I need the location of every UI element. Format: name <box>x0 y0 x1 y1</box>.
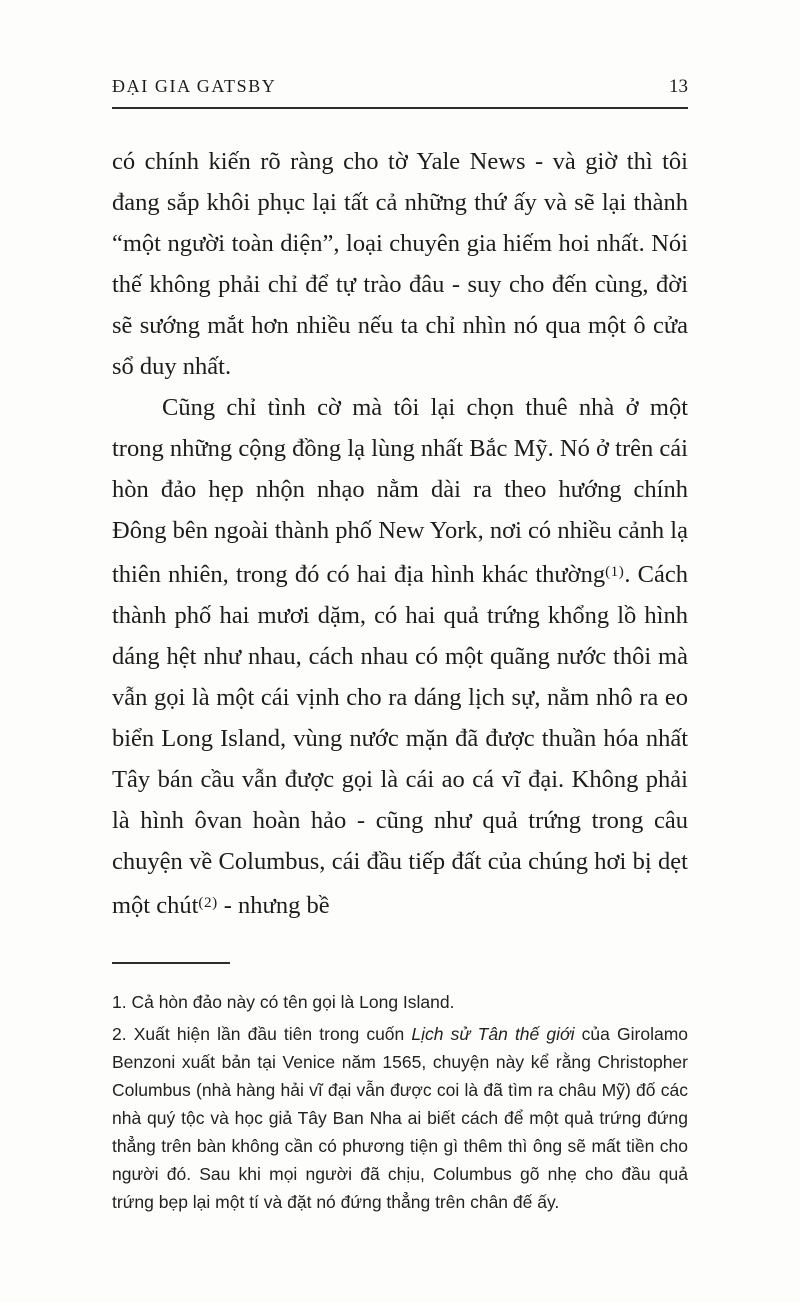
page-number: 13 <box>669 76 688 97</box>
footnote-2-text-a: 2. Xuất hiện lần đầu tiên trong cuốn <box>112 1023 412 1044</box>
page-header <box>112 76 688 98</box>
running-title: ĐẠI GIA GATSBY <box>112 76 277 96</box>
page-body <box>112 141 688 926</box>
paragraph-2-text-c: - nhưng bề <box>217 891 330 919</box>
footnote-2-text-b: của Girolamo Benzoni xuất bản tại Venice năm 1565, chuyện này kể rằng Christopher Columbus (nhà hàng hải vĩ đại vẫn được coi là đã tìm ra châu Mỹ) đố các nhà quý tộc và học giả Tây Ban Nha ai biết cách để một quả trứng đứng thẳng trên bàn không cần có phương tiện gì thêm thì ông sẽ mất tiền cho người đó. Sau khi mọi người đã chịu, Columbus gõ nhẹ cho đầu quả trứng bẹp lại một tí và đặt nó đứng thẳng trên chân đế ấy. <box>112 1023 689 1212</box>
paragraph-2-text-a: Cũng chỉ tình cờ mà tôi lại chọn thuê nhà ở một trong những cộng đồng lạ lùng nhất Bắc Mỹ. Nó ở trên cái hòn đảo hẹp nhộn nhạo nằm dài ra theo hướng chính Đông bên ngoài thành phố New York, nơi có nhiều cảnh lạ thiên nhiên, trong đó có hai địa hình khác thường <box>112 394 688 588</box>
header-rule <box>112 107 688 109</box>
footnote-1: 1. Cả hòn đảo này có tên gọi là Long Island. <box>112 991 455 1012</box>
footnote-2 <box>112 1020 688 1216</box>
footnote-ref-1: (1) <box>605 563 625 580</box>
footnote-separator <box>112 962 230 964</box>
footnote-ref-2: (2) <box>198 893 218 911</box>
paragraph-1: có chính kiến rõ ràng cho tờ Yale News - và giờ thì tôi đang sắp khôi phục lại tất cả những thứ ấy và sẽ lại thành “một người toàn diện”, loại chuyên gia hiếm hoi nhất. Nói thế không phải chỉ để tự trào đâu - suy cho đến cùng, đời sẽ sướng mắt hơn nhiều nếu ta chỉ nhìn nó qua một ô cửa sổ duy nhất. <box>112 148 688 380</box>
paragraph-2 <box>112 387 688 926</box>
footnote-book-title: Lịch sử Tân thế giới <box>411 1023 575 1044</box>
footnotes <box>112 988 688 1216</box>
paragraph-2-text-b: . Cách thành phố hai mươi dặm, có hai quả trứng khổng lồ hình dáng hệt như nhau, cách nhau có một quãng nước thôi mà vẫn gọi là một cái vịnh cho ra dáng lịch sự, nằm nhô ra eo biển Long Island, vùng nước mặn đã được thuần hóa nhất Tây bán cầu vẫn được gọi là cái ao cá vĩ đại. Không phải là hình ôvan hoàn hảo - cũng như quả trứng trong câu chuyện về Columbus, cái đầu tiếp đất của chúng hơi bị dẹt một chút <box>112 560 689 919</box>
